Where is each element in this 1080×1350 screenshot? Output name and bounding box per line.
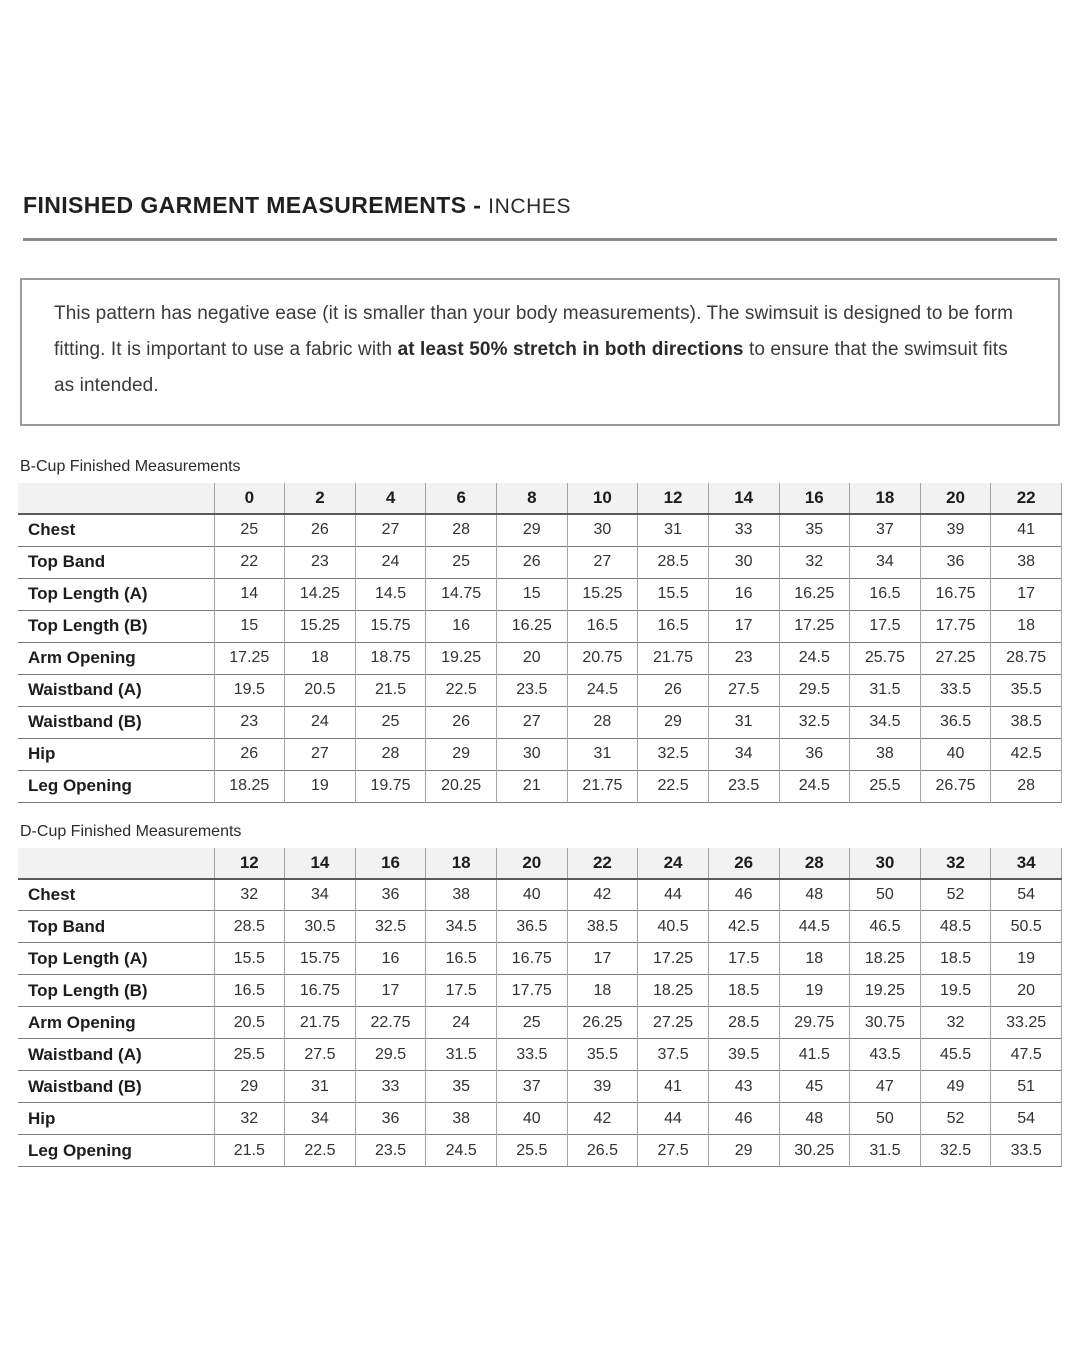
measurement-value-cell: 20.25 (426, 770, 497, 802)
measurement-value-cell: 35.5 (991, 674, 1062, 706)
measurement-value-cell: 32.5 (920, 1135, 991, 1167)
measurement-value-cell: 26 (214, 738, 285, 770)
measurement-value-cell: 23.5 (355, 1135, 426, 1167)
measurement-value-cell: 42 (567, 879, 638, 911)
d-cup-measurements-table (18, 848, 1062, 1168)
measurement-value-cell: 32 (214, 879, 285, 911)
measurement-value-cell: 32 (779, 546, 850, 578)
measurement-value-cell: 16.5 (850, 578, 921, 610)
measurement-value-cell: 36 (920, 546, 991, 578)
measurement-value-cell: 26 (497, 546, 568, 578)
ease-notice-box (20, 278, 1060, 426)
measurement-row (18, 610, 1062, 642)
measurement-value-cell: 34 (285, 1103, 356, 1135)
measurement-value-cell: 31 (285, 1071, 356, 1103)
measurement-value-cell: 17.75 (920, 610, 991, 642)
size-header-cell: 30 (850, 848, 921, 879)
measurement-row (18, 943, 1062, 975)
measurement-value-cell: 25 (355, 706, 426, 738)
measurement-value-cell: 25 (426, 546, 497, 578)
measurement-value-cell: 27 (497, 706, 568, 738)
measurement-value-cell: 22.5 (638, 770, 709, 802)
measurement-value-cell: 21.5 (355, 674, 426, 706)
notice-text-bold: at least 50% stretch in both directions (397, 339, 744, 360)
measurement-value-cell: 27.5 (708, 674, 779, 706)
measurement-label-cell: Top Band (18, 546, 214, 578)
measurement-value-cell: 18.5 (920, 943, 991, 975)
measurement-value-cell: 35.5 (567, 1039, 638, 1071)
measurement-row (18, 738, 1062, 770)
measurement-value-cell: 17 (567, 943, 638, 975)
measurement-value-cell: 17.25 (779, 610, 850, 642)
measurement-value-cell: 15 (497, 578, 568, 610)
measurement-value-cell: 22.5 (426, 674, 497, 706)
measurement-value-cell: 25.5 (850, 770, 921, 802)
measurement-label-cell: Arm Opening (18, 1007, 214, 1039)
measurement-value-cell: 31 (708, 706, 779, 738)
measurement-value-cell: 21.75 (285, 1007, 356, 1039)
measurement-value-cell: 16.5 (214, 975, 285, 1007)
measurement-value-cell: 27 (285, 738, 356, 770)
measurement-value-cell: 45.5 (920, 1039, 991, 1071)
measurement-value-cell: 28 (991, 770, 1062, 802)
measurement-value-cell: 28 (355, 738, 426, 770)
measurement-value-cell: 33 (708, 514, 779, 546)
measurement-value-cell: 17.25 (638, 943, 709, 975)
measurement-value-cell: 23 (708, 642, 779, 674)
measurement-value-cell: 51 (991, 1071, 1062, 1103)
measurement-value-cell: 38.5 (991, 706, 1062, 738)
measurement-value-cell: 14.25 (285, 578, 356, 610)
measurement-value-cell: 16.75 (285, 975, 356, 1007)
measurement-value-cell: 16.75 (497, 943, 568, 975)
measurement-value-cell: 14.75 (426, 578, 497, 610)
measurement-value-cell: 32.5 (638, 738, 709, 770)
measurement-value-cell: 47.5 (991, 1039, 1062, 1071)
measurement-row (18, 706, 1062, 738)
measurement-label-cell: Leg Opening (18, 770, 214, 802)
measurement-value-cell: 18.5 (708, 975, 779, 1007)
measurement-value-cell: 25 (214, 514, 285, 546)
measurement-value-cell: 19.25 (850, 975, 921, 1007)
measurement-value-cell: 29 (638, 706, 709, 738)
measurement-value-cell: 15.25 (567, 578, 638, 610)
measurement-value-cell: 40 (497, 1103, 568, 1135)
measurement-value-cell: 48 (779, 1103, 850, 1135)
measurement-row (18, 1007, 1062, 1039)
measurement-value-cell: 24 (355, 546, 426, 578)
measurement-value-cell: 28 (567, 706, 638, 738)
measurement-value-cell: 18.25 (638, 975, 709, 1007)
measurement-value-cell: 41.5 (779, 1039, 850, 1071)
measurement-value-cell: 40.5 (638, 911, 709, 943)
size-header-cell: 34 (991, 848, 1062, 879)
measurement-value-cell: 54 (991, 1103, 1062, 1135)
page-title-main: FINISHED GARMENT MEASUREMENTS - (23, 192, 482, 218)
measurement-value-cell: 31.5 (850, 674, 921, 706)
measurement-value-cell: 16.25 (779, 578, 850, 610)
measurement-value-cell: 26 (638, 674, 709, 706)
measurement-value-cell: 38 (426, 879, 497, 911)
measurement-value-cell: 43.5 (850, 1039, 921, 1071)
measurement-value-cell: 18.25 (850, 943, 921, 975)
measurement-value-cell: 19 (779, 975, 850, 1007)
measurement-value-cell: 50 (850, 1103, 921, 1135)
measurement-row (18, 770, 1062, 802)
measurement-value-cell: 31 (638, 514, 709, 546)
measurement-value-cell: 28.5 (214, 911, 285, 943)
measurement-value-cell: 29.5 (779, 674, 850, 706)
measurement-value-cell: 26.75 (920, 770, 991, 802)
measurement-value-cell: 40 (920, 738, 991, 770)
measurement-value-cell: 22.5 (285, 1135, 356, 1167)
measurement-value-cell: 31 (567, 738, 638, 770)
measurement-value-cell: 15.25 (285, 610, 356, 642)
measurement-value-cell: 29.75 (779, 1007, 850, 1039)
measurement-value-cell: 40 (497, 879, 568, 911)
measurement-value-cell: 33.5 (991, 1135, 1062, 1167)
size-header-cell: 22 (991, 483, 1062, 514)
measurement-value-cell: 21.75 (638, 642, 709, 674)
measurement-value-cell: 45 (779, 1071, 850, 1103)
measurement-value-cell: 14.5 (355, 578, 426, 610)
measurement-value-cell: 30 (567, 514, 638, 546)
measurement-value-cell: 30 (497, 738, 568, 770)
measurement-value-cell: 15.5 (214, 943, 285, 975)
measurement-row (18, 1135, 1062, 1167)
measurement-label-cell: Top Length (B) (18, 975, 214, 1007)
measurement-value-cell: 29 (497, 514, 568, 546)
measurement-value-cell: 41 (991, 514, 1062, 546)
measurement-value-cell: 14 (214, 578, 285, 610)
measurement-value-cell: 42.5 (991, 738, 1062, 770)
size-header-cell: 12 (638, 483, 709, 514)
measurement-label-cell: Chest (18, 514, 214, 546)
measurement-value-cell: 38.5 (567, 911, 638, 943)
measurement-value-cell: 39 (920, 514, 991, 546)
size-header-cell: 24 (638, 848, 709, 879)
measurement-value-cell: 18.75 (355, 642, 426, 674)
size-header-cell: 10 (567, 483, 638, 514)
measurement-value-cell: 26 (285, 514, 356, 546)
measurement-value-cell: 17 (991, 578, 1062, 610)
measurement-value-cell: 52 (920, 879, 991, 911)
measurement-value-cell: 38 (850, 738, 921, 770)
measurement-value-cell: 49 (920, 1071, 991, 1103)
measurement-value-cell: 32.5 (779, 706, 850, 738)
measurement-value-cell: 28.75 (991, 642, 1062, 674)
measurement-value-cell: 28 (426, 514, 497, 546)
measurement-label-cell: Waistband (B) (18, 1071, 214, 1103)
measurement-value-cell: 48 (779, 879, 850, 911)
corner-cell (18, 483, 214, 514)
measurement-value-cell: 34 (285, 879, 356, 911)
measurement-value-cell: 47 (850, 1071, 921, 1103)
measurement-value-cell: 27.5 (285, 1039, 356, 1071)
measurement-value-cell: 15.75 (355, 610, 426, 642)
measurement-value-cell: 37 (497, 1071, 568, 1103)
measurement-row (18, 642, 1062, 674)
size-header-cell: 22 (567, 848, 638, 879)
measurement-value-cell: 27.25 (638, 1007, 709, 1039)
measurement-value-cell: 16 (355, 943, 426, 975)
measurement-value-cell: 23.5 (708, 770, 779, 802)
measurement-value-cell: 50.5 (991, 911, 1062, 943)
measurement-value-cell: 35 (779, 514, 850, 546)
measurement-value-cell: 27.25 (920, 642, 991, 674)
measurement-value-cell: 48.5 (920, 911, 991, 943)
measurement-row (18, 975, 1062, 1007)
measurement-value-cell: 24.5 (779, 642, 850, 674)
measurement-value-cell: 25 (497, 1007, 568, 1039)
measurement-value-cell: 33.5 (497, 1039, 568, 1071)
measurement-value-cell: 20.5 (285, 674, 356, 706)
measurement-value-cell: 17 (708, 610, 779, 642)
measurement-value-cell: 36 (355, 879, 426, 911)
measurement-value-cell: 35 (426, 1071, 497, 1103)
measurement-value-cell: 28.5 (638, 546, 709, 578)
size-header-row (18, 483, 1062, 514)
measurement-value-cell: 20.5 (214, 1007, 285, 1039)
measurement-value-cell: 28.5 (708, 1007, 779, 1039)
measurement-value-cell: 24.5 (426, 1135, 497, 1167)
measurement-value-cell: 19 (991, 943, 1062, 975)
measurement-value-cell: 34.5 (850, 706, 921, 738)
measurement-value-cell: 18 (779, 943, 850, 975)
measurement-value-cell: 20 (991, 975, 1062, 1007)
measurement-value-cell: 24 (285, 706, 356, 738)
measurement-value-cell: 19 (285, 770, 356, 802)
measurement-value-cell: 16.75 (920, 578, 991, 610)
measurement-label-cell: Top Band (18, 911, 214, 943)
measurement-label-cell: Top Length (A) (18, 943, 214, 975)
measurement-value-cell: 32.5 (355, 911, 426, 943)
size-header-cell: 16 (779, 483, 850, 514)
measurement-value-cell: 22 (214, 546, 285, 578)
measurement-value-cell: 44 (638, 879, 709, 911)
size-header-cell: 18 (426, 848, 497, 879)
measurement-value-cell: 32 (214, 1103, 285, 1135)
measurement-value-cell: 16 (426, 610, 497, 642)
measurement-tables-container (0, 458, 1080, 1167)
measurement-label-cell: Waistband (B) (18, 706, 214, 738)
measurement-value-cell: 50 (850, 879, 921, 911)
size-header-cell: 14 (708, 483, 779, 514)
measurement-value-cell: 18 (567, 975, 638, 1007)
measurement-value-cell: 25.75 (850, 642, 921, 674)
size-header-row (18, 848, 1062, 879)
measurement-value-cell: 24.5 (567, 674, 638, 706)
measurement-label-cell: Top Length (A) (18, 578, 214, 610)
measurement-value-cell: 54 (991, 879, 1062, 911)
measurement-row (18, 546, 1062, 578)
size-header-cell: 4 (355, 483, 426, 514)
measurement-value-cell: 24 (426, 1007, 497, 1039)
measurement-value-cell: 27 (567, 546, 638, 578)
measurement-value-cell: 19.5 (214, 674, 285, 706)
measurement-value-cell: 43 (708, 1071, 779, 1103)
measurement-value-cell: 33.5 (920, 674, 991, 706)
measurement-value-cell: 29.5 (355, 1039, 426, 1071)
measurement-value-cell: 24.5 (779, 770, 850, 802)
size-header-cell: 20 (497, 848, 568, 879)
measurement-label-cell: Hip (18, 1103, 214, 1135)
measurement-value-cell: 17.5 (426, 975, 497, 1007)
size-header-cell: 20 (920, 483, 991, 514)
measurement-label-cell: Arm Opening (18, 642, 214, 674)
measurement-value-cell: 34 (708, 738, 779, 770)
measurement-value-cell: 34 (850, 546, 921, 578)
measurement-value-cell: 23 (285, 546, 356, 578)
measurement-label-cell: Hip (18, 738, 214, 770)
measurement-value-cell: 29 (426, 738, 497, 770)
page-title-units: INCHES (488, 195, 572, 218)
measurement-value-cell: 15.75 (285, 943, 356, 975)
measurement-label-cell: Waistband (A) (18, 674, 214, 706)
measurement-value-cell: 30.75 (850, 1007, 921, 1039)
measurement-value-cell: 44.5 (779, 911, 850, 943)
measurement-value-cell: 39.5 (708, 1039, 779, 1071)
measurement-value-cell: 23 (214, 706, 285, 738)
measurement-value-cell: 38 (991, 546, 1062, 578)
measurement-value-cell: 16.5 (638, 610, 709, 642)
measurement-value-cell: 42.5 (708, 911, 779, 943)
measurement-value-cell: 37 (850, 514, 921, 546)
measurement-value-cell: 25.5 (214, 1039, 285, 1071)
size-header-cell: 16 (355, 848, 426, 879)
measurement-value-cell: 33 (355, 1071, 426, 1103)
measurement-value-cell: 25.5 (497, 1135, 568, 1167)
measurement-row (18, 1071, 1062, 1103)
table-caption: B-Cup Finished Measurements (20, 458, 241, 475)
measurement-value-cell: 19.5 (920, 975, 991, 1007)
measurement-value-cell: 17.75 (497, 975, 568, 1007)
measurement-value-cell: 21.5 (214, 1135, 285, 1167)
size-header-cell: 2 (285, 483, 356, 514)
measurement-value-cell: 42 (567, 1103, 638, 1135)
size-header-cell: 12 (214, 848, 285, 879)
measurement-value-cell: 30.25 (779, 1135, 850, 1167)
measurement-value-cell: 18.25 (214, 770, 285, 802)
measurement-value-cell: 36.5 (497, 911, 568, 943)
measurement-value-cell: 36 (355, 1103, 426, 1135)
measurement-value-cell: 52 (920, 1103, 991, 1135)
measurement-value-cell: 29 (214, 1071, 285, 1103)
measurement-value-cell: 16.25 (497, 610, 568, 642)
measurement-value-cell: 38 (426, 1103, 497, 1135)
measurement-value-cell: 27 (355, 514, 426, 546)
size-header-cell: 0 (214, 483, 285, 514)
size-header-cell: 32 (920, 848, 991, 879)
notice-text-after: to ensure that the swimsuit fits as intended. (54, 339, 1008, 396)
measurement-value-cell: 37.5 (638, 1039, 709, 1071)
measurement-value-cell: 46.5 (850, 911, 921, 943)
measurement-value-cell: 26.5 (567, 1135, 638, 1167)
measurement-value-cell: 21.75 (567, 770, 638, 802)
measurement-value-cell: 16.5 (567, 610, 638, 642)
measurement-row (18, 1039, 1062, 1071)
measurement-value-cell: 19.75 (355, 770, 426, 802)
measurement-value-cell: 18 (285, 642, 356, 674)
measurement-value-cell: 32 (920, 1007, 991, 1039)
measurement-value-cell: 17.25 (214, 642, 285, 674)
measurement-row (18, 674, 1062, 706)
measurement-value-cell: 15.5 (638, 578, 709, 610)
measurement-value-cell: 34.5 (426, 911, 497, 943)
measurement-value-cell: 44 (638, 1103, 709, 1135)
size-header-cell: 28 (779, 848, 850, 879)
measurement-value-cell: 36.5 (920, 706, 991, 738)
size-header-cell: 8 (497, 483, 568, 514)
corner-cell (18, 848, 214, 879)
measurement-row (18, 514, 1062, 546)
measurement-value-cell: 46 (708, 1103, 779, 1135)
measurement-value-cell: 36 (779, 738, 850, 770)
size-header-cell: 18 (850, 483, 921, 514)
table-caption: D-Cup Finished Measurements (20, 822, 242, 840)
measurement-value-cell: 20.75 (567, 642, 638, 674)
measurement-value-cell: 27.5 (638, 1135, 709, 1167)
measurement-row (18, 879, 1062, 911)
ease-notice-text (54, 296, 1026, 404)
measurement-label-cell: Waistband (A) (18, 1039, 214, 1071)
measurement-label-cell: Top Length (B) (18, 610, 214, 642)
measurement-label-cell: Chest (18, 879, 214, 911)
measurement-value-cell: 22.75 (355, 1007, 426, 1039)
measurement-value-cell: 23.5 (497, 674, 568, 706)
measurement-value-cell: 26 (426, 706, 497, 738)
measurement-row (18, 911, 1062, 943)
measurement-value-cell: 15 (214, 610, 285, 642)
measurement-value-cell: 26.25 (567, 1007, 638, 1039)
measurement-value-cell: 33.25 (991, 1007, 1062, 1039)
measurement-value-cell: 17.5 (708, 943, 779, 975)
measurement-value-cell: 19.25 (426, 642, 497, 674)
measurement-value-cell: 17.5 (850, 610, 921, 642)
measurement-value-cell: 17 (355, 975, 426, 1007)
measurement-value-cell: 31.5 (426, 1039, 497, 1071)
measurement-value-cell: 16 (708, 578, 779, 610)
measurement-row (18, 578, 1062, 610)
notice-text-before: This pattern has negative ease (it is smaller than your body measurements). The swimsuit is designed to be form fitting. It is important to use a fabric with (54, 303, 1014, 360)
measurement-label-cell: Leg Opening (18, 1135, 214, 1167)
size-header-cell: 6 (426, 483, 497, 514)
measurement-value-cell: 18 (991, 610, 1062, 642)
measurement-value-cell: 20 (497, 642, 568, 674)
measurement-value-cell: 30 (708, 546, 779, 578)
size-header-cell: 14 (285, 848, 356, 879)
measurement-value-cell: 31.5 (850, 1135, 921, 1167)
measurement-value-cell: 29 (708, 1135, 779, 1167)
measurement-value-cell: 46 (708, 879, 779, 911)
measurement-value-cell: 39 (567, 1071, 638, 1103)
page-title (23, 192, 1060, 220)
title-divider (23, 238, 1057, 241)
measurement-value-cell: 41 (638, 1071, 709, 1103)
measurement-row (18, 1103, 1062, 1135)
size-header-cell: 26 (708, 848, 779, 879)
b-cup-measurements-table (18, 483, 1062, 803)
measurement-value-cell: 16.5 (426, 943, 497, 975)
measurement-value-cell: 21 (497, 770, 568, 802)
measurement-value-cell: 30.5 (285, 911, 356, 943)
